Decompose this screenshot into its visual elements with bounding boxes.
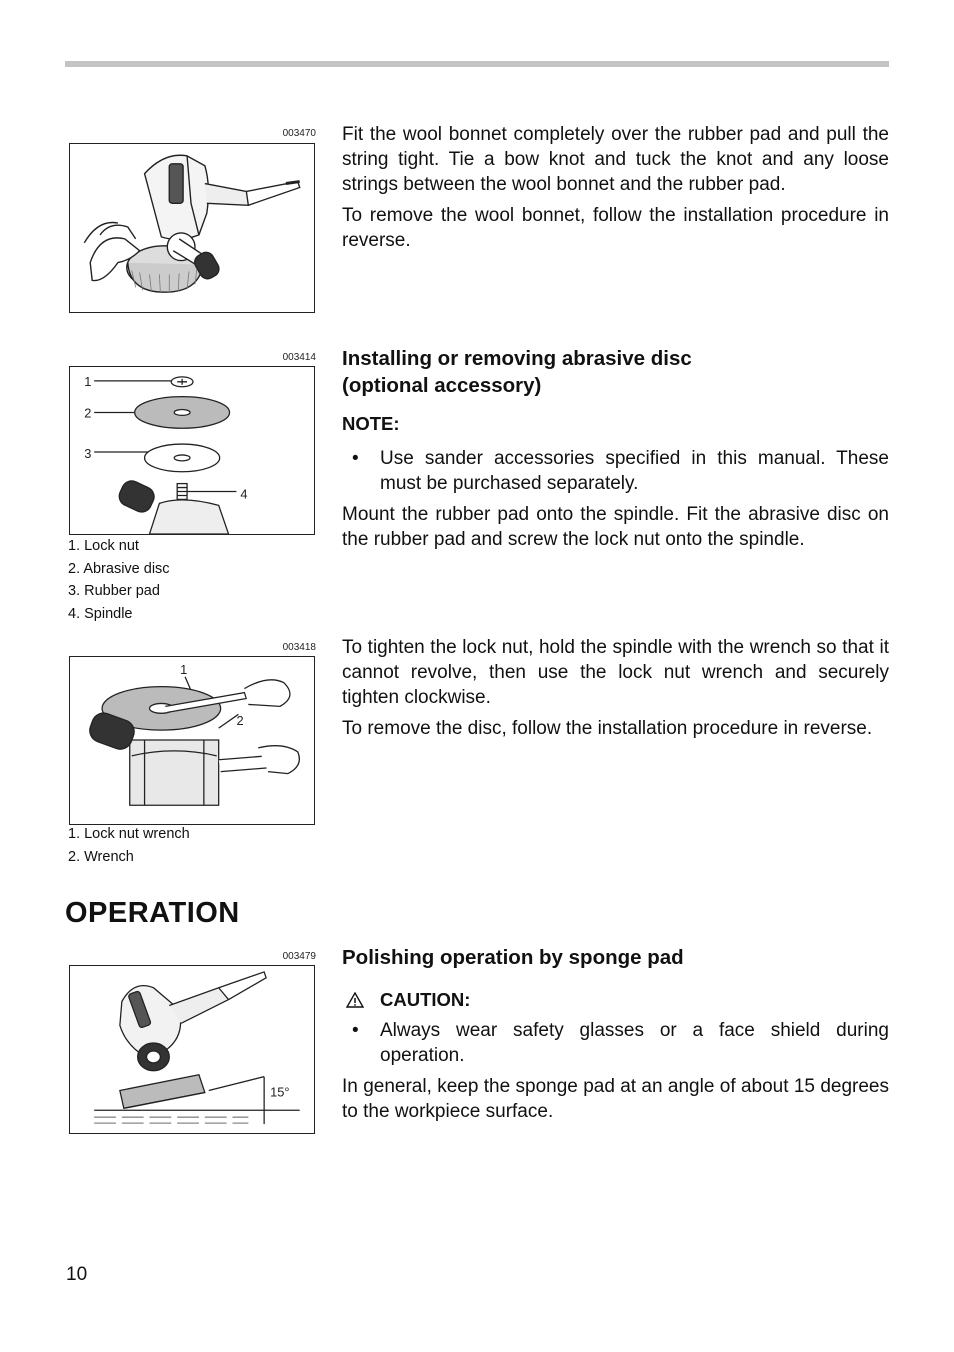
- callout-2: 2: [84, 405, 92, 421]
- caption-rubber-pad: 3. Rubber pad: [68, 583, 160, 600]
- wrench-illustration: [70, 657, 314, 824]
- figure-2-captions: [68, 535, 170, 626]
- caption-lock-nut: 1. Lock nut: [68, 538, 139, 554]
- section-heading: [342, 345, 889, 399]
- paragraph: To remove the wool bonnet, follow the installation procedure in reverse.: [342, 205, 889, 251]
- operation-title: OPERATION: [65, 897, 240, 929]
- figure-3-captions: [68, 823, 190, 868]
- callout-1: 1: [180, 661, 188, 677]
- paragraph: Fit the wool bonnet completely over the rubber pad and pull the string tight. Tie a bow knot and tuck the knot and any loose strings between the wool bonnet and the rubber pad.: [342, 124, 889, 195]
- caption-wrench: 2. Wrench: [68, 848, 134, 865]
- heading-line-2: (optional accessory): [342, 374, 542, 397]
- bullet-dot: •: [352, 448, 359, 469]
- wool-bonnet-illustration: [70, 144, 314, 312]
- figure-sponge-pad-angle: [69, 965, 315, 1134]
- figure-lock-nut-wrench: [69, 656, 315, 825]
- warning-triangle-icon: [346, 992, 364, 1008]
- callout-3: 3: [84, 445, 92, 461]
- caution-label: CAUTION:: [380, 989, 471, 1010]
- section-heading: Polishing operation by sponge pad: [342, 946, 684, 969]
- figure-code: 003418: [282, 642, 316, 653]
- figure-abrasive-disc: [69, 366, 315, 535]
- section-tighten-lock-nut: [342, 635, 889, 747]
- paragraph: Mount the rubber pad onto the spindle. Fit the abrasive disc on the rubber pad and screw the lock nut onto the spindle.: [342, 504, 889, 550]
- paragraph: To tighten the lock nut, hold the spindle with the wrench so that it cannot revolve, then use the lock nut wrench and securely tighten clockwise.: [342, 637, 889, 708]
- figure-code: 003479: [282, 951, 316, 962]
- caption-lock-nut-wrench: 1. Lock nut wrench: [68, 826, 190, 842]
- caption-spindle: 4. Spindle: [68, 606, 133, 623]
- figure-code: 003414: [282, 352, 316, 363]
- figure-wool-bonnet: [69, 143, 315, 313]
- bullet-dot: •: [352, 1020, 359, 1041]
- bullet-text: Always wear safety glasses or a face shield during operation.: [380, 1020, 889, 1066]
- page-number: 10: [66, 1264, 88, 1285]
- section-wool-bonnet: [342, 122, 889, 259]
- abrasive-disc-illustration: [70, 367, 314, 534]
- sponge-pad-illustration: [70, 966, 314, 1133]
- note-bullet: [342, 446, 889, 496]
- figure-code: 003470: [282, 128, 316, 139]
- heading-line-1: Installing or removing abrasive disc: [342, 347, 692, 370]
- paragraph: To remove the disc, follow the installation procedure in reverse.: [342, 718, 873, 739]
- caution-label-row: [342, 987, 889, 1012]
- top-rule: [65, 61, 889, 67]
- bullet-text: Use sander accessories specified in this manual. These must be purchased separately.: [380, 448, 889, 494]
- callout-1: 1: [84, 373, 92, 389]
- paragraph: In general, keep the sponge pad at an angle of about 15 degrees to the workpiece surface.: [342, 1076, 889, 1122]
- section-polishing: [342, 944, 889, 1130]
- callout-2: 2: [236, 713, 244, 729]
- caution-bullet: [342, 1018, 889, 1068]
- caption-abrasive-disc: 2. Abrasive disc: [68, 560, 170, 577]
- section-abrasive-disc: [342, 345, 889, 558]
- note-label: NOTE:: [342, 413, 400, 434]
- angle-label: 15°: [270, 1084, 290, 1100]
- callout-4: 4: [240, 486, 248, 502]
